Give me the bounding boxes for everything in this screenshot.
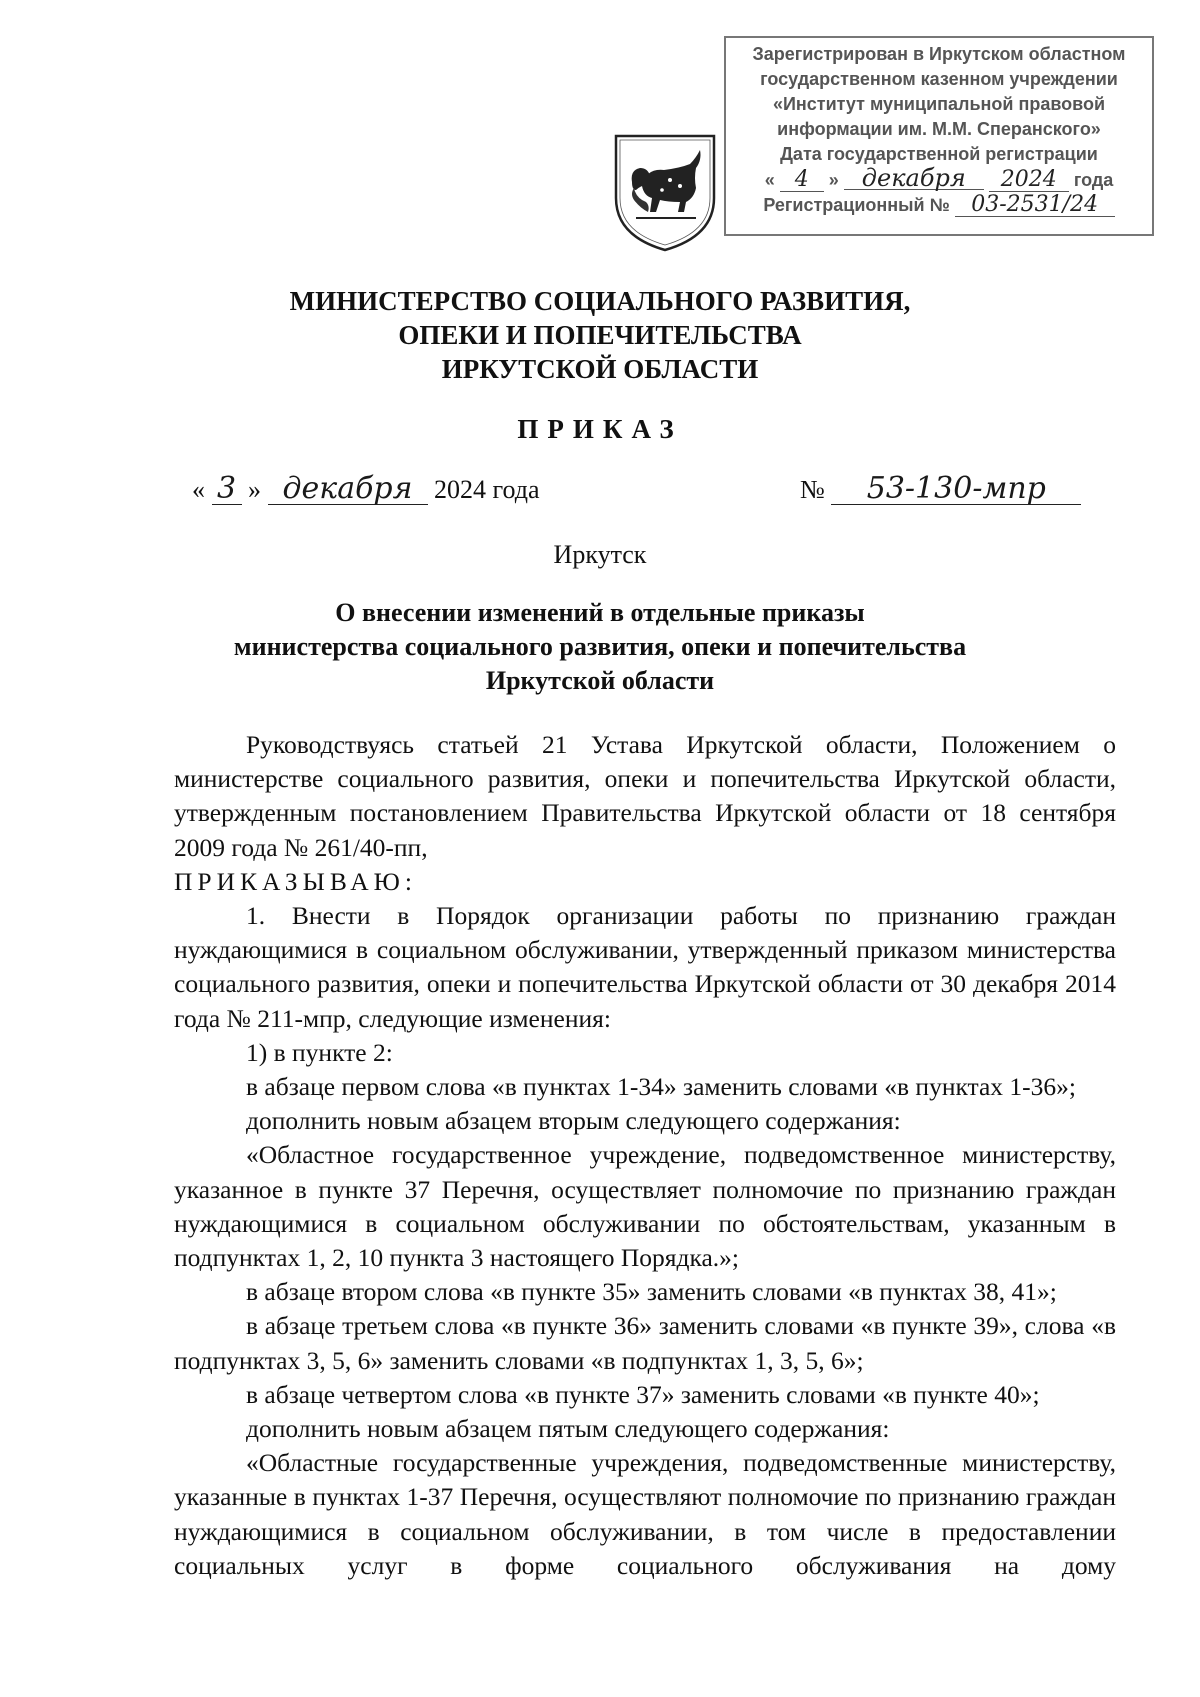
title-line: О внесении изменений в отдельные приказы [335,598,865,627]
stamp-line: Дата государственной регистрации [780,144,1098,164]
stamp-line: Зарегистрирован в Иркутском областном [752,44,1126,64]
paragraph: в абзаце первом слова «в пунктах 1-34» заменить словами «в пунктах 1-36»; [246,1072,1077,1102]
order-date [192,471,540,506]
stamp-line: государственном казенном учреждении [760,69,1118,89]
paragraph: «Областные государственные учреждения, подведомственные министерству, указанные в пунктах 1-37 Перечня, осуществляют полномочие по признанию граждан нуждающимися в социальном обслуживании, в том числе в предоставлении социальных услуг в форме социального обслуживания на дому [174,1448,1116,1580]
document-title [150,596,1050,698]
stamp-year: 2024 [989,169,1069,192]
ministry-line: ИРКУТСКОЙ ОБЛАСТИ [441,354,759,384]
title-line: министерства социального развития, опеки и попечительства [233,632,967,661]
stamp-date-row [732,164,1146,193]
ministry-line: ОПЕКИ И ПОПЕЧИТЕЛЬСТВА [398,320,802,350]
ministry-name [0,284,1200,386]
stamp-quote-open: « [764,170,775,190]
city: Иркутск [553,540,647,569]
stamp-reg-number: 03-2531/24 [955,194,1115,217]
paragraph: Руководствуясь статьей 21 Устава Иркутской области, Положением о министерстве социального развития, опеки и попечительства Иркутской области, утвержденным постановлением Правительства Иркутской области от 18 сентября 2009 года № 261/40-пп, [174,730,1116,862]
number-label: № [800,475,825,504]
ministry-line: МИНИСТЕРСТВО СОЦИАЛЬНОГО РАЗВИТИЯ, [289,286,911,316]
paragraph: дополнить новым абзацем пятым следующего содержания: [246,1414,890,1444]
registration-stamp [724,36,1154,236]
order-number [800,471,1081,506]
stamp-reg-row [732,193,1146,218]
date-quote-close: » [248,475,261,504]
stamp-year-suffix: года [1073,170,1114,190]
document-body [174,728,1116,1583]
paragraph: в абзаце втором слова «в пункте 35» заменить словами «в пунктах 38, 41»; [246,1277,1057,1307]
stamp-reg-label: Регистрационный № [763,195,950,215]
number-value: 53-130-мпр [831,474,1081,505]
date-month: декабря [268,474,428,505]
date-quote-open: « [192,475,205,504]
paragraph: в абзаце третьем слова «в пункте 36» заменить словами «в пункте 39», слова «в подпунктах 3, 5, 6» заменить словами «в подпунктах 1, 3, 5, 6»; [174,1311,1116,1375]
paragraph: дополнить новым абзацем вторым следующего содержания: [246,1106,901,1136]
stamp-day: 4 [780,169,824,192]
date-day: 3 [212,474,242,505]
coat-of-arms-icon [610,128,720,254]
stamp-month: декабря [844,167,984,190]
paragraph-order-word: ПРИКАЗЫВАЮ: [174,866,417,896]
stamp-line: «Институт муниципальной правовой [772,94,1106,114]
date-year: 2024 года [434,475,540,504]
title-line: Иркутской области [485,666,715,695]
paragraph: 1) в пункте 2: [246,1037,393,1067]
stamp-line: информации им. М.М. Сперанского» [777,119,1101,139]
document-type: ПРИКАЗ [517,414,683,444]
paragraph: в абзаце четвертом слова «в пункте 37» заменить словами «в пункте 40»; [246,1379,1040,1409]
stamp-quote-close: » [828,170,839,190]
paragraph: «Областное государственное учреждение, подведомственное министерству, указанное в пункте 37 Перечня, осуществляет полномочие по признанию граждан нуждающимися в социальном обслуживании по обстоятельствам, указанным в подпунктах 1, 2, 10 пункта 3 настоящего Порядка.»; [174,1140,1116,1273]
paragraph: 1. Внести в Порядок организации работы по признанию граждан нуждающимися в социальном обслуживании, утвержденный приказом министерства социального развития, опеки и попечительства Иркутской области от 30 декабря 2014 года № 211-мпр, следующие изменения: [174,901,1116,1033]
